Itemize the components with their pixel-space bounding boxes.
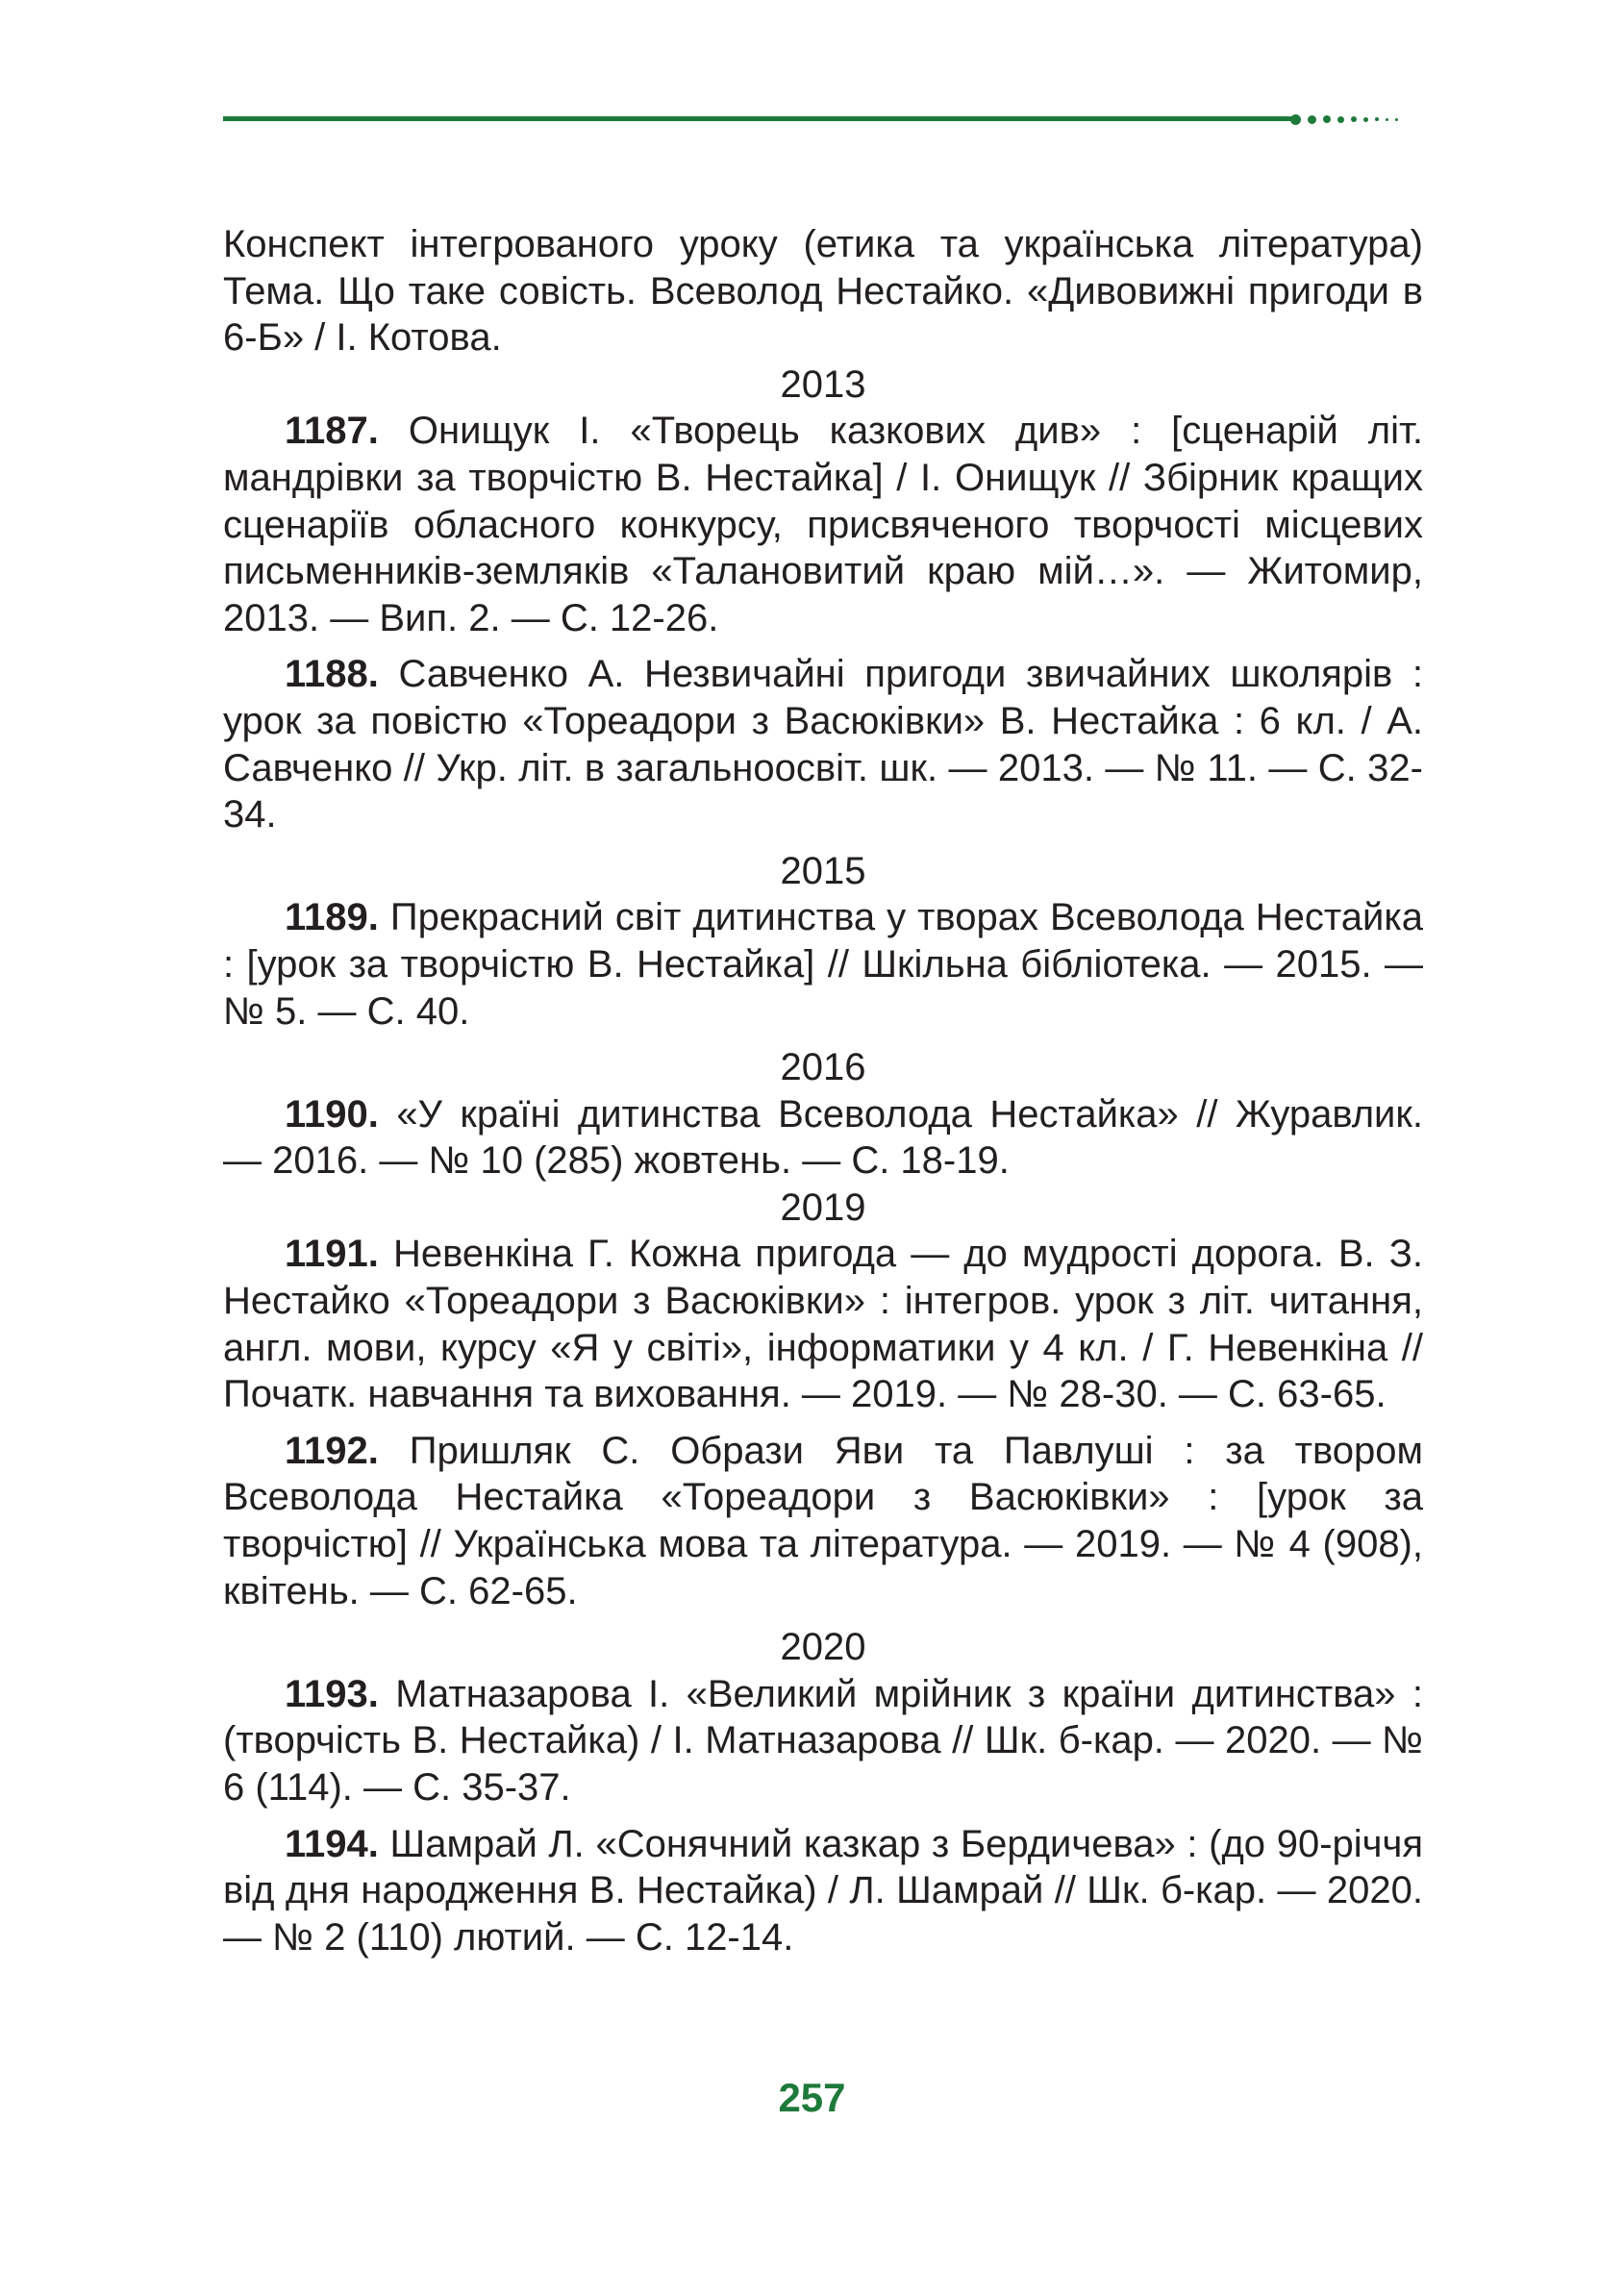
entry-number: 1188.	[285, 653, 379, 696]
entry-text: Прекрасний світ дитинства у творах Всеволода Нестайка : [урок за творчістю В. Нестайка] // Шкільна бібліотека. — 2015. — № 5. — С. 40.	[223, 896, 1423, 1033]
entry-number: 1193.	[285, 1672, 379, 1715]
year-heading: 2015	[780, 849, 866, 892]
entry-number: 1194.	[285, 1822, 379, 1865]
bibliography-entry	[223, 1428, 1423, 1614]
entry-text: «У країні дитинства Всеволода Нестайка» // Журавлик. — 2016. — № 10 (285) жовтень. — С. 18-19.	[223, 1092, 1423, 1183]
bibliography-text	[223, 221, 1423, 1960]
entry-text: Онищук І. «Творець казкових див» : [сценарій літ. мандрівки за творчістю В. Нестайка] / І. Онищук // Збірник кращих сценаріїв обласного конкурсу, присвяченого творчості місцевих письменників-земляків «Талановитий краю мій…». — Житомир, 2013. — Вип. 2. — С. 12-26.	[223, 410, 1423, 639]
entry-number: 1189.	[285, 896, 379, 939]
entry-number: 1187.	[285, 410, 379, 453]
bibliography-entry	[223, 1821, 1423, 1961]
entry-number: 1192.	[285, 1429, 379, 1472]
entry-text: Шамрай Л. «Сонячний казкар з Бердичева» : (до 90-річчя від дня народження В. Нестайка) / Л. Шамрай // Шк. б-кар. — 2020. — № 2 (110) лютий. — С. 12-14.	[223, 1822, 1423, 1959]
bibliography-entry	[223, 1091, 1423, 1185]
year-heading: 2020	[780, 1626, 866, 1669]
bibliography-entry	[223, 651, 1423, 837]
entry-text: Савченко А. Незвичайні пригоди звичайних школярів : урок за повістю «Тореадори з Васюківки» В. Нестайка : 6 кл. / А. Савченко // Укр. літ. в загальноосвіт. шк. — 2013. — № 11. — С. 32-34.	[223, 653, 1423, 836]
year-heading: 2016	[780, 1046, 866, 1089]
entry-text: Матназарова І. «Великий мрійник з країни дитинства» : (творчість В. Нестайка) / І. Матназарова // Шк. б-кар. — 2020. — № 6 (114). — С. 35-37.	[223, 1672, 1423, 1809]
year-heading: 2013	[780, 362, 866, 406]
bibliography-entry	[223, 408, 1423, 641]
entry-text: Пришляк С. Образи Яви та Павлуші : за твором Всеволода Нестайка «Тореадори з Васюківки» : [урок за творчістю] // Українська мова та література. — 2019. — № 4 (908), квітень. — С. 62-65.	[223, 1429, 1423, 1612]
entry-number: 1191.	[285, 1233, 379, 1276]
entry-text: Невенкіна Г. Кожна пригода — до мудрості дорога. В. З. Нестайко «Тореадори з Васюківки» : інтегров. урок з літ. читання, англ. мови, курсу «Я у світі», інформатики у 4 кл. / Г. Невенкіна // Початк. навчання та виховання. — 2019. — № 28-30. — С. 63-65.	[223, 1233, 1424, 1416]
intro-paragraph: Конспект інтегрованого уроку (етика та українська література) Тема. Що таке совість. Всеволод Нестайко. «Дивовижні пригоди в 6-Б» / І. Котова.	[223, 223, 1423, 360]
entry-number: 1190.	[285, 1092, 379, 1136]
page-number: 257	[778, 2075, 846, 2120]
header-rule	[223, 116, 1295, 121]
bibliography-entry	[223, 894, 1423, 1035]
year-heading: 2019	[780, 1186, 866, 1229]
bibliography-entry	[223, 1671, 1423, 1811]
bibliography-entry	[223, 1231, 1423, 1417]
header-dots	[1290, 113, 1435, 125]
